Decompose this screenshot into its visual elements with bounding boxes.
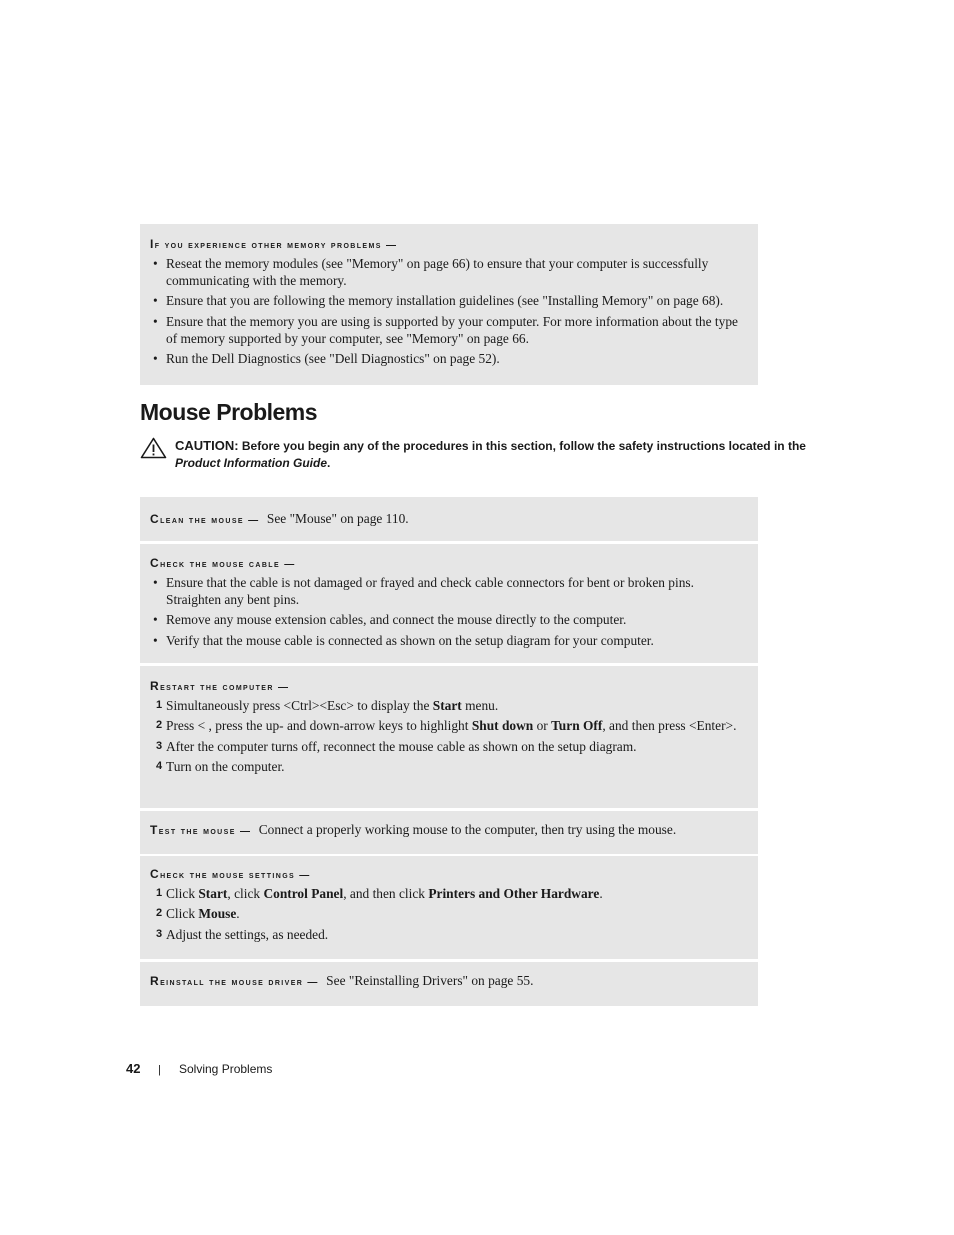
section-title: Mouse Problems xyxy=(140,399,318,425)
reinstall-driver-heading: Reinstall the mouse driver — xyxy=(150,974,319,988)
list-item: 3 After the computer turns off, reconnect the mouse cable as shown on the setup diagram. xyxy=(156,738,637,754)
caution-text: CAUTION: Before you begin any of the procedures in this section, follow the safety instructions located in the Product Information Guide. xyxy=(175,438,806,470)
list-item: 1 Simultaneously press <Ctrl><Esc> to display the Start menu. xyxy=(156,697,499,713)
test-mouse-heading: Test the mouse — xyxy=(150,823,252,837)
footer-separator: | xyxy=(158,1064,161,1076)
list-item: • Run the Dell Diagnostics (see "Dell Diagnostics" on page 52). xyxy=(153,351,500,366)
reinstall-driver-box xyxy=(140,962,758,1006)
list-item: • Reseat the memory modules (see "Memory" on page 66) to ensure that your computer is successfully communicating with the memory. xyxy=(153,255,709,288)
list-item: • Verify that the mouse cable is connected as shown on the setup diagram for your computer. xyxy=(153,632,654,648)
mouse-settings-heading: Check the mouse settings — xyxy=(150,867,311,881)
mouse-cable-box xyxy=(140,544,758,663)
product-information-guide: Product Information Guide xyxy=(175,456,327,470)
list-item: • Ensure that the memory you are using is supported by your computer. For more information about the type of memory supported by your computer, see "Memory" on page 66. xyxy=(153,313,738,346)
clean-mouse-box xyxy=(140,497,758,541)
list-item: 4 Turn on the computer. xyxy=(156,759,285,774)
memory-problems-heading: If you experience other memory problems — xyxy=(150,237,398,251)
list-item: • Ensure that you are following the memory installation guidelines (see "Installing Memory" on page 68). xyxy=(153,293,724,308)
list-item: 2 Press < , press the up- and down-arrow keys to highlight Shut down or Turn Off, and then press <Enter>. xyxy=(156,718,737,733)
clean-mouse-text: See "Mouse" on page 110. xyxy=(266,511,409,526)
test-mouse-box xyxy=(140,811,758,854)
page-number: 42 xyxy=(126,1061,141,1076)
footer-section-name: Solving Problems xyxy=(179,1062,273,1076)
list-item: 3 Adjust the settings, as needed. xyxy=(156,926,329,942)
reinstall-driver-text: See "Reinstalling Drivers" on page 55. xyxy=(326,973,534,988)
clean-mouse-heading: Clean the mouse — xyxy=(150,512,260,526)
list-item: 2 Click Mouse. xyxy=(156,906,240,921)
memory-problems-box xyxy=(140,224,758,385)
memory-problems-list xyxy=(150,255,746,368)
mouse-settings-box xyxy=(140,856,758,959)
mouse-cable-list xyxy=(150,574,746,649)
mouse-settings-steps xyxy=(150,885,746,943)
list-item: 1 Click Start, click Control Panel, and then click Printers and Other Hardware. xyxy=(156,885,603,901)
test-mouse-text: Connect a properly working mouse to the computer, then try using the mouse. xyxy=(258,822,677,837)
mouse-cable-heading: Check the mouse cable — xyxy=(150,556,296,570)
warning-triangle-icon xyxy=(140,437,167,459)
restart-computer-heading: Restart the computer — xyxy=(150,679,290,693)
list-item: • Ensure that the cable is not damaged or frayed and check cable connectors for bent or broken pins. Straighten any bent pins. xyxy=(153,574,694,607)
restart-steps xyxy=(150,697,746,776)
restart-computer-box xyxy=(140,666,758,808)
caution-notice xyxy=(140,437,820,472)
list-item: • Remove any mouse extension cables, and connect the mouse directly to the computer. xyxy=(153,612,627,627)
